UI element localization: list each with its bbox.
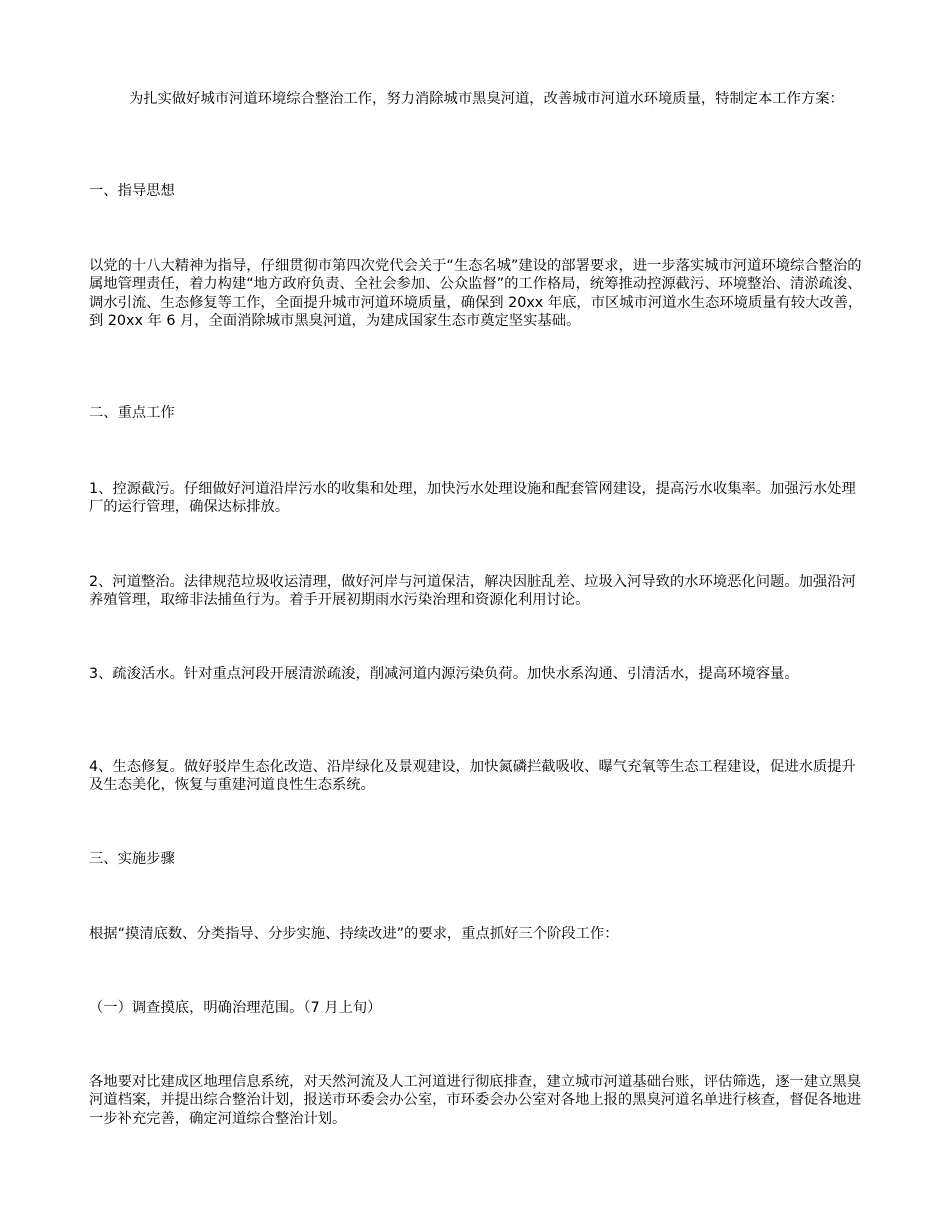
key-work-item-1: 1、控源截污。仔细做好河道沿岸污水的收集和处理，加快污水处理设施和配套管网建设，提高污水收集率。加强污水处理厂的运行管理，确保达标排放。 [89,481,856,516]
key-work-item-2: 2、河道整治。法律规范垃圾收运清理，做好河岸与河道保洁，解决因脏乱差、垃圾入河导致的水环境恶化问题。加强沿河养殖管理，取缔非法捕鱼行为。着手开展初期雨水污染治理和资源化利用讨论。 [89,574,856,609]
section-heading-key-work: 二、重点工作 [89,405,175,421]
key-work-item-4: 4、生态修复。做好驳岸生态化改造、沿岸绿化及景观建设，加快氮磷拦截吸收、曝气充氧等生态工程建设，促进水质提升及生态美化，恢复与重建河道良性生态系统。 [89,759,856,794]
guiding-thought-paragraph: 以党的十八大精神为指导，仔细贯彻市第四次党代会关于“生态名城”建设的部署要求，进一步落实城市河道环境综合整治的属地管理责任，着力构建“地方政府负责、全社会参加、公众监督”的工作格局，统筹推动控源截污、环境整治、清淤疏浚、调水引流、生态修复等工作，全面提升城市河道环境质量，确保到 20xx 年底，市区城市河道水生态环境质量有较大改善，到 20xx 年 6 月，全面消除城市黑臭河道，为建成国家生态市奠定坚实基础。 [89,258,863,329]
stage-1-paragraph: 各地要对比建成区地理信息系统，对天然河流及人工河道进行彻底排查，建立城市河道基础台账，评估筛选，逐一建立黑臭河道档案，并提出综合整治计划，报送市环委会办公室，市环委会办公室对各地上报的黑臭河道名单进行核查，督促各地进一步补充完善，确定河道综合整治计划。 [89,1074,862,1127]
stage-1-heading: （一）调查摸底，明确治理范围。（7 月上旬） [89,1000,382,1016]
implementation-intro: 根据“摸清底数、分类指导、分步实施、持续改进”的要求，重点抓好三个阶段工作： [89,926,619,942]
section-heading-implementation: 三、实施步骤 [89,851,175,867]
section-heading-guiding-thought: 一、指导思想 [89,183,175,199]
key-work-item-3: 3、疏浚活水。针对重点河段开展清淤疏浚，削减河道内源污染负荷。加快水系沟通、引清活水，提高环境容量。 [89,666,799,682]
intro-paragraph: 为扎实做好城市河道环境综合整治工作，努力消除城市黑臭河道，改善城市河道水环境质量，特制定本工作方案： [129,91,844,107]
